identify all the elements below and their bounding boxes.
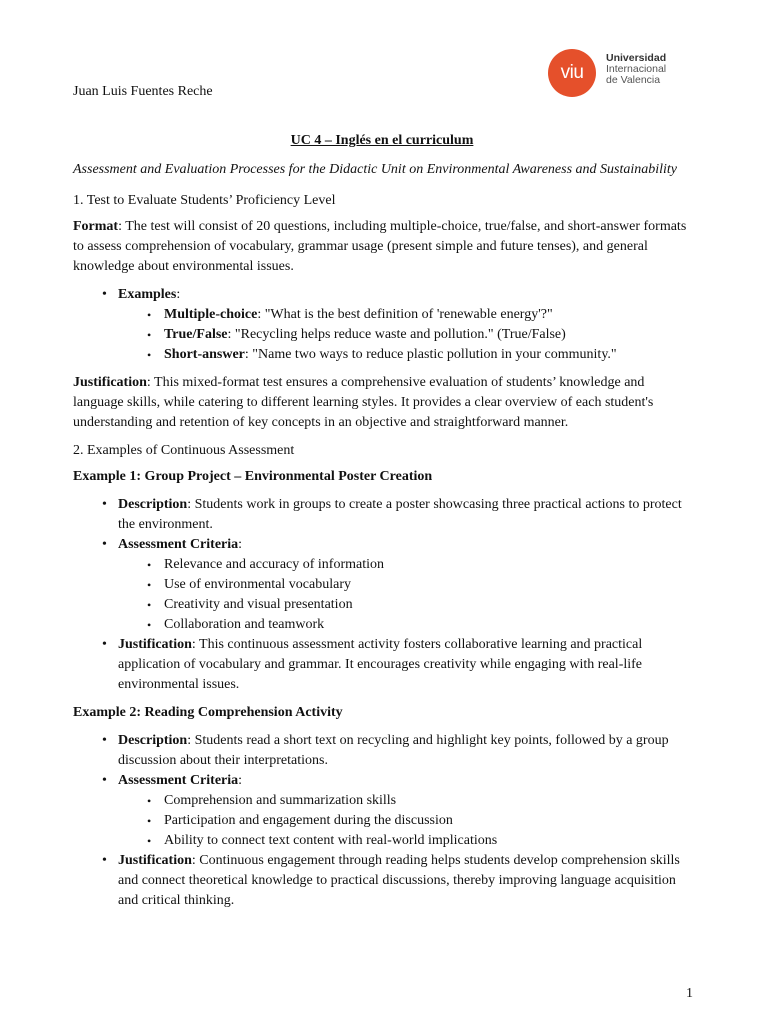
justification-paragraph: [73, 373, 691, 433]
examples-sublist: [118, 305, 691, 365]
list-item: • Justification: This continuous assessment activity fosters collaborative learning and practical application of vocabulary and grammar. It encourages creativity while engaging with real-life environmental issues.: [73, 635, 691, 695]
justification-label: Justification: [73, 375, 147, 390]
format-paragraph: [73, 217, 691, 277]
example-1-title: Example 1: Group Project – Environmental Poster Creation: [73, 469, 433, 484]
section-1-heading: 1. Test to Evaluate Students’ Proficiency Level: [73, 193, 336, 208]
list-item: • Multiple-choice: "What is the best definition of 'renewable energy'?": [118, 305, 691, 325]
list-item: • Use of environmental vocabulary: [118, 575, 691, 595]
justification-text: : This mixed-format test ensures a comprehensive evaluation of students’ knowledge and language skills, while catering to different learning styles. It provides a clear overview of each student's understanding and retention of key concepts in an objective and straightforward manner.: [73, 375, 654, 430]
examples-label: Examples: [118, 287, 177, 302]
list-item: • Examples: • Multiple-choice: "What is the best definition of 'renewable energy'?" • True/False: "Recycling helps reduce waste and pollution." (True/False) • Short-answer: "Name two ways to reduce plastic pollution in your community.": [73, 285, 691, 365]
list-item: • Relevance and accuracy of information: [118, 555, 691, 575]
document-subtitle: Assessment and Evaluation Processes for the Didactic Unit on Environmental Awareness and Sustainability: [73, 162, 678, 177]
example-2-title: Example 2: Reading Comprehension Activity: [73, 705, 343, 720]
list-item: • Assessment Criteria: • Relevance and accuracy of information • Use of environmental vocabulary • Creativity and visual presentation • Collaboration and teamwork: [73, 535, 691, 635]
logo-line-1: Universidad: [606, 52, 667, 64]
list-item: • Participation and engagement during the discussion: [118, 811, 691, 831]
format-label: Format: [73, 219, 119, 234]
page-number: 1: [686, 986, 693, 1001]
logo-wordmark: [606, 53, 666, 86]
list-item: • Creativity and visual presentation: [118, 595, 691, 615]
logo-line-2: Internacional: [606, 63, 667, 75]
list-item: • Assessment Criteria: • Comprehension and summarization skills • Participation and engagement during the discussion • Ability to connect text content with real-world implications: [73, 771, 691, 851]
list-item: • Short-answer: "Name two ways to reduce plastic pollution in your community.": [118, 345, 691, 365]
list-item: • Description: Students work in groups to create a poster showcasing three practical actions to protect the environment.: [73, 495, 691, 535]
list-item: • Ability to connect text content with real-world implications: [118, 831, 691, 851]
format-text: : The test will consist of 20 questions, including multiple-choice, true/false, and short-answer formats to assess comprehension of vocabulary, grammar usage (present simple and future tenses), and general knowledge about environmental issues.: [73, 219, 687, 274]
list-item: • True/False: "Recycling helps reduce waste and pollution." (True/False): [118, 325, 691, 345]
viu-logo-mark: viu: [548, 49, 596, 97]
document-title: UC 4 – Inglés en el curriculum: [290, 133, 474, 148]
list-item: • Justification: Continuous engagement through reading helps students develop comprehension skills and connect theoretical knowledge to practical discussions, thereby improving language acquisition and critical thinking.: [73, 851, 691, 911]
example-2-list: [73, 731, 691, 911]
examples-list: [73, 285, 691, 365]
logo-line-3: de Valencia: [606, 74, 661, 86]
section-2-heading: 2. Examples of Continuous Assessment: [73, 443, 295, 458]
document-body: [73, 131, 691, 911]
criteria-sublist: [118, 791, 691, 851]
list-item: • Collaboration and teamwork: [118, 615, 691, 635]
author-name: Juan Luis Fuentes Reche: [73, 84, 213, 99]
list-item: • Comprehension and summarization skills: [118, 791, 691, 811]
list-item: • Description: Students read a short text on recycling and highlight key points, followed by a group discussion about their interpretations.: [73, 731, 691, 771]
example-1-list: [73, 495, 691, 695]
criteria-sublist: [118, 555, 691, 635]
university-logo: [548, 45, 678, 95]
